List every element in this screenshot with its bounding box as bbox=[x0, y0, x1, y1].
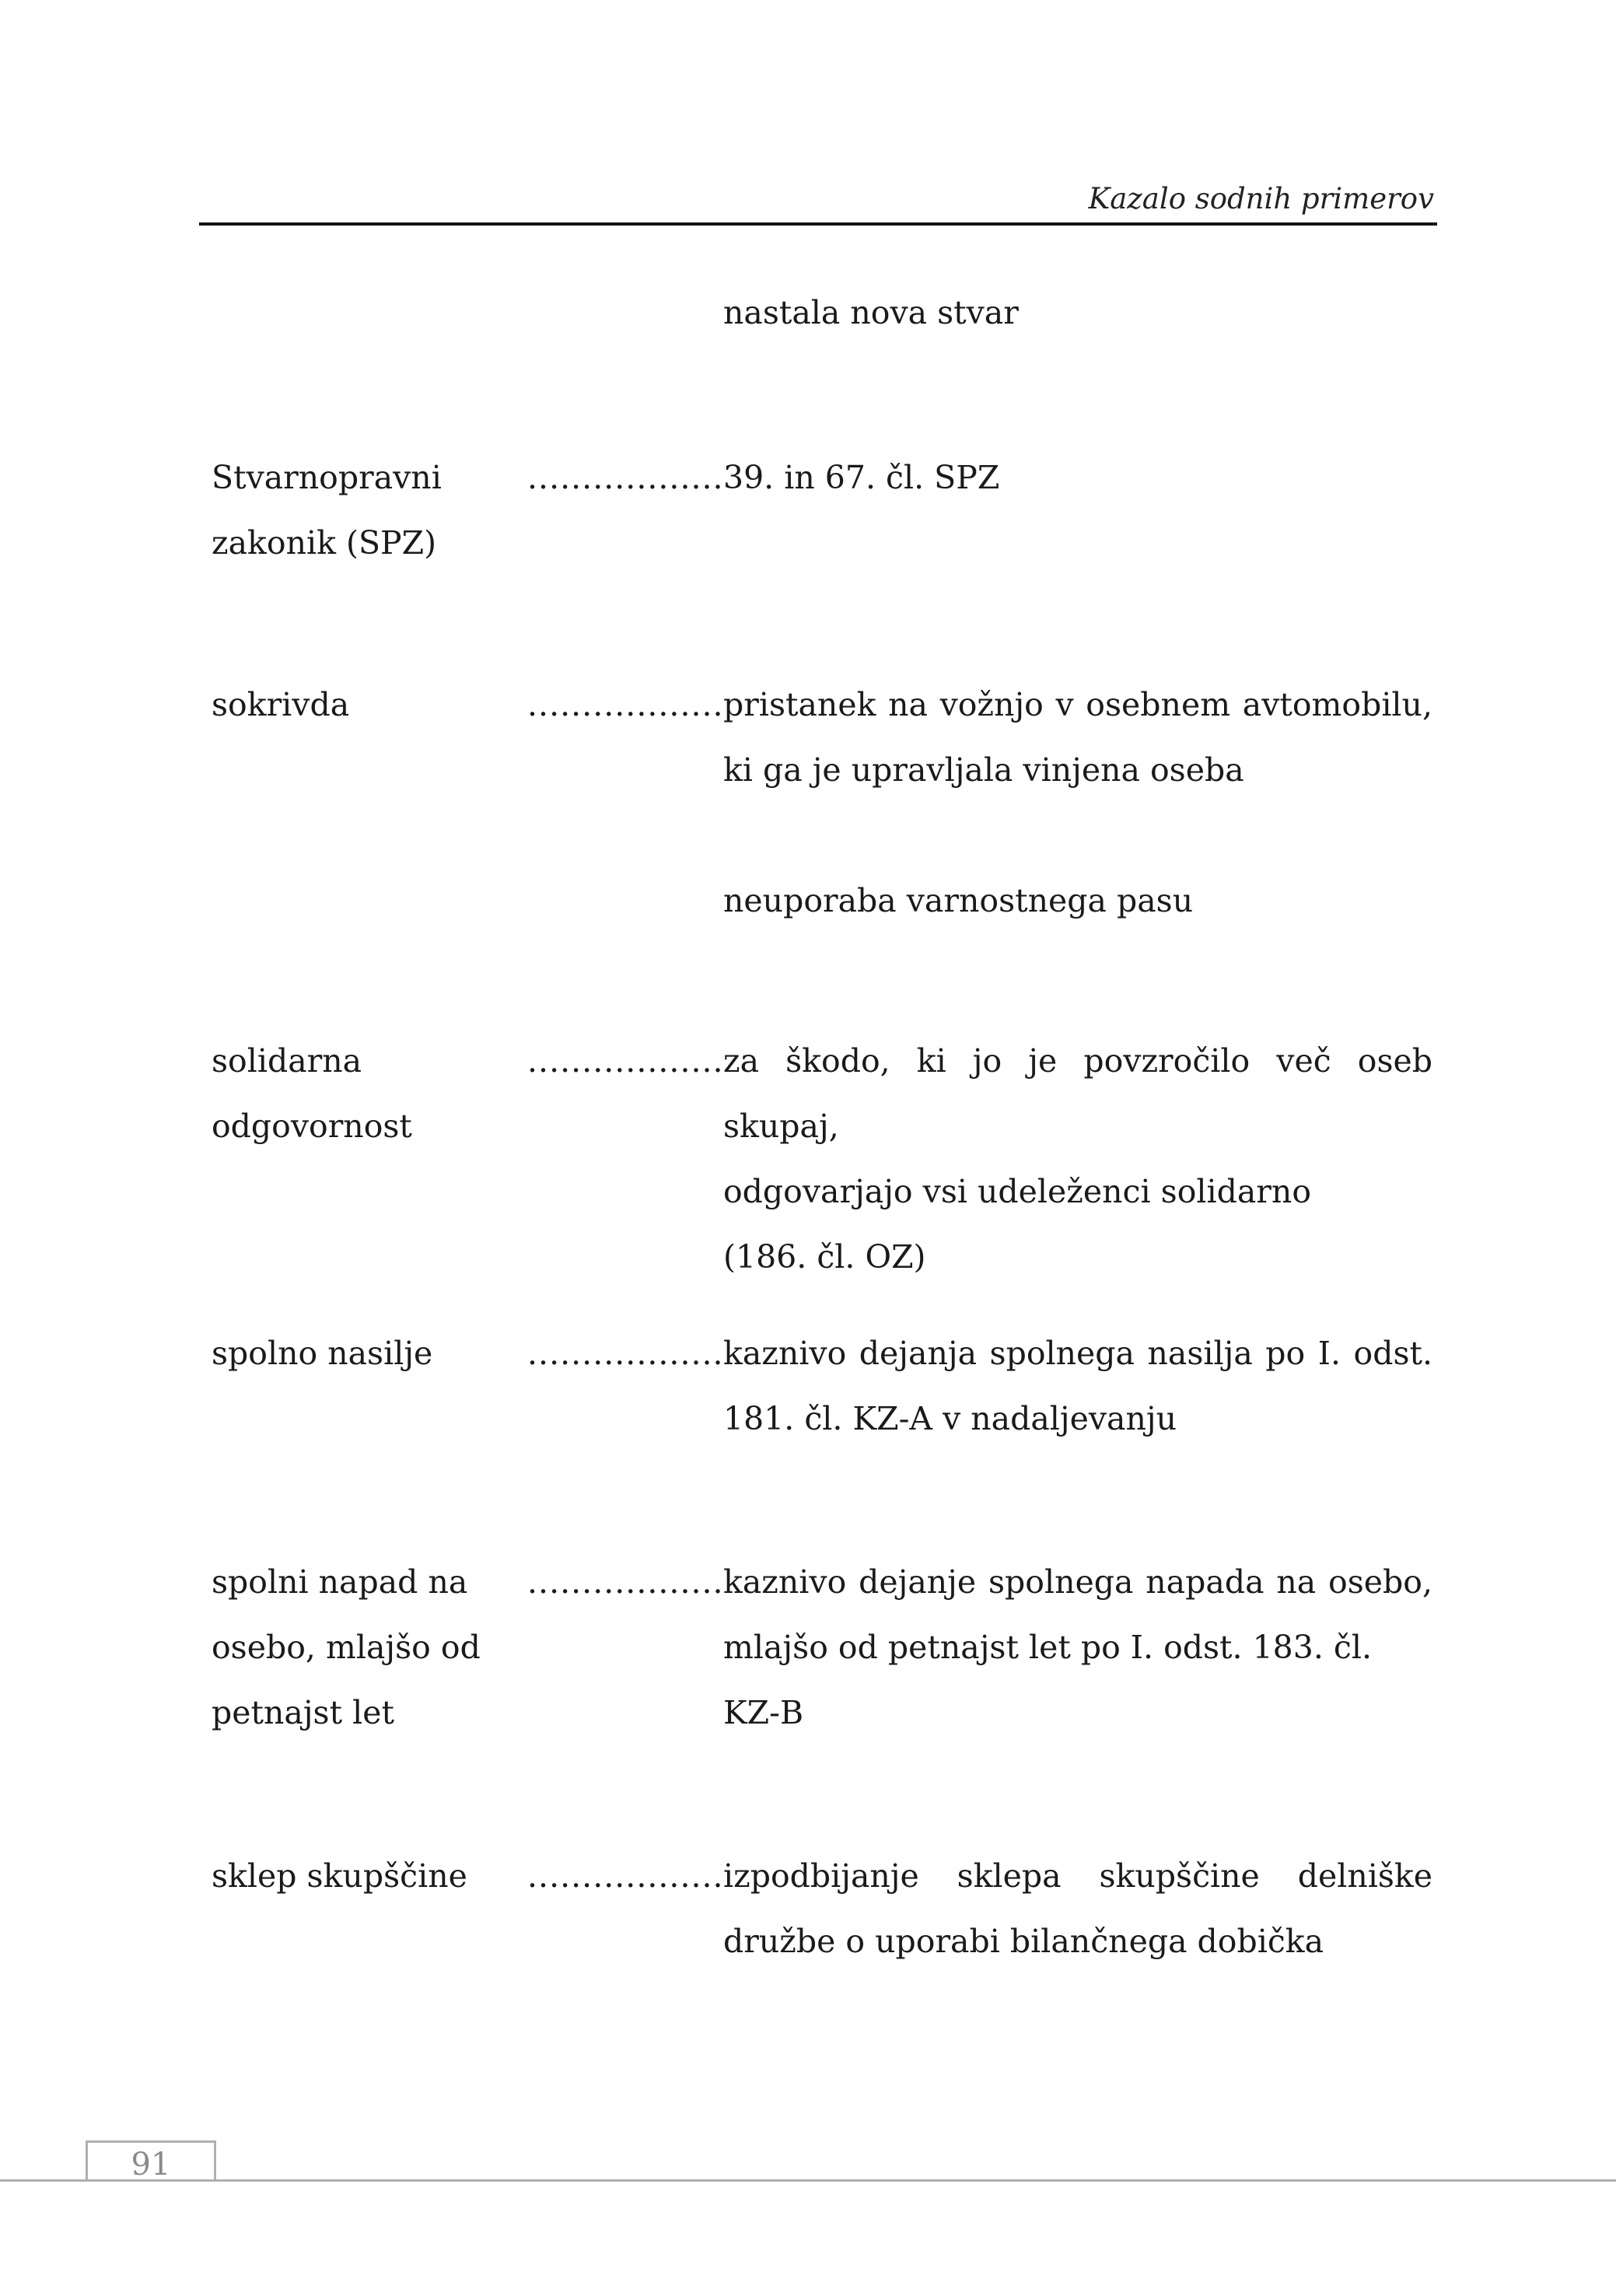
dot-leader: .................. bbox=[527, 1563, 724, 1601]
desc-line: 39. in 67. čl. SPZ bbox=[723, 459, 1000, 496]
desc-line: za škodo, ki jo je povzročilo več oseb skupaj, bbox=[723, 1042, 1432, 1145]
entry-term bbox=[212, 1321, 523, 1386]
desc-line: pristanek na vožnjo v osebnem avtomobilu, bbox=[723, 686, 1432, 723]
page-number-tab bbox=[86, 2140, 216, 2182]
desc-line: izpodbijanje sklepa skupščine delniške bbox=[723, 1857, 1432, 1895]
term-line: solidarna bbox=[212, 1042, 362, 1080]
entry-term bbox=[212, 672, 523, 737]
continuation-text: nastala nova stvar bbox=[723, 294, 1019, 331]
footer-rule bbox=[0, 2179, 1616, 2182]
running-header bbox=[199, 180, 1437, 226]
desc-line: družbe o uporabi bilančnega dobička bbox=[723, 1923, 1324, 1960]
term-line: osebo, mlajšo od bbox=[212, 1629, 481, 1666]
entry-description bbox=[723, 672, 1432, 933]
entry-term bbox=[212, 1028, 523, 1159]
entry-description bbox=[723, 1843, 1432, 1974]
entry-term bbox=[212, 1843, 523, 1909]
dot-leader: .................. bbox=[527, 1335, 724, 1372]
term-line: Stvarnopravni bbox=[212, 459, 442, 496]
desc-line: kaznivo dejanje spolnega napada na osebo, bbox=[723, 1563, 1432, 1601]
desc-line: 181. čl. KZ-A v nadaljevanju bbox=[723, 1400, 1177, 1437]
dot-leader: .................. bbox=[527, 459, 724, 496]
dot-leader: .................. bbox=[527, 1857, 724, 1895]
page-number: 91 bbox=[131, 2147, 171, 2182]
desc-line: (186. čl. OZ) bbox=[723, 1238, 926, 1276]
desc-line: ki ga je upravljala vinjena oseba bbox=[723, 751, 1244, 789]
term-line: odgovornost bbox=[212, 1108, 412, 1145]
entry-description bbox=[723, 445, 1432, 510]
entry-term bbox=[212, 445, 523, 576]
desc-line: kaznivo dejanja spolnega nasilja po I. odst. bbox=[723, 1335, 1432, 1372]
term-line: spolno nasilje bbox=[212, 1335, 433, 1372]
term-line: zakonik (SPZ) bbox=[212, 524, 437, 562]
term-line: spolni napad na bbox=[212, 1563, 468, 1601]
entry-description bbox=[723, 1321, 1432, 1451]
desc-line: neuporaba varnostnega pasu bbox=[723, 882, 1194, 919]
entry-term bbox=[212, 1549, 523, 1745]
dot-leader: .................. bbox=[527, 686, 724, 723]
term-line: sokrivda bbox=[212, 686, 350, 723]
running-title: Kazalo sodnih primerov bbox=[1088, 182, 1434, 215]
term-line: petnajst let bbox=[212, 1694, 394, 1731]
dot-leader: .................. bbox=[527, 1042, 724, 1080]
term-line: sklep skupščine bbox=[212, 1857, 467, 1895]
desc-line: odgovarjajo vsi udeleženci solidarno bbox=[723, 1173, 1311, 1210]
entry-description bbox=[723, 1549, 1432, 1745]
desc-line: mlajšo od petnajst let po I. odst. 183. čl. KZ-B bbox=[723, 1629, 1373, 1731]
entry-description bbox=[723, 1028, 1432, 1290]
